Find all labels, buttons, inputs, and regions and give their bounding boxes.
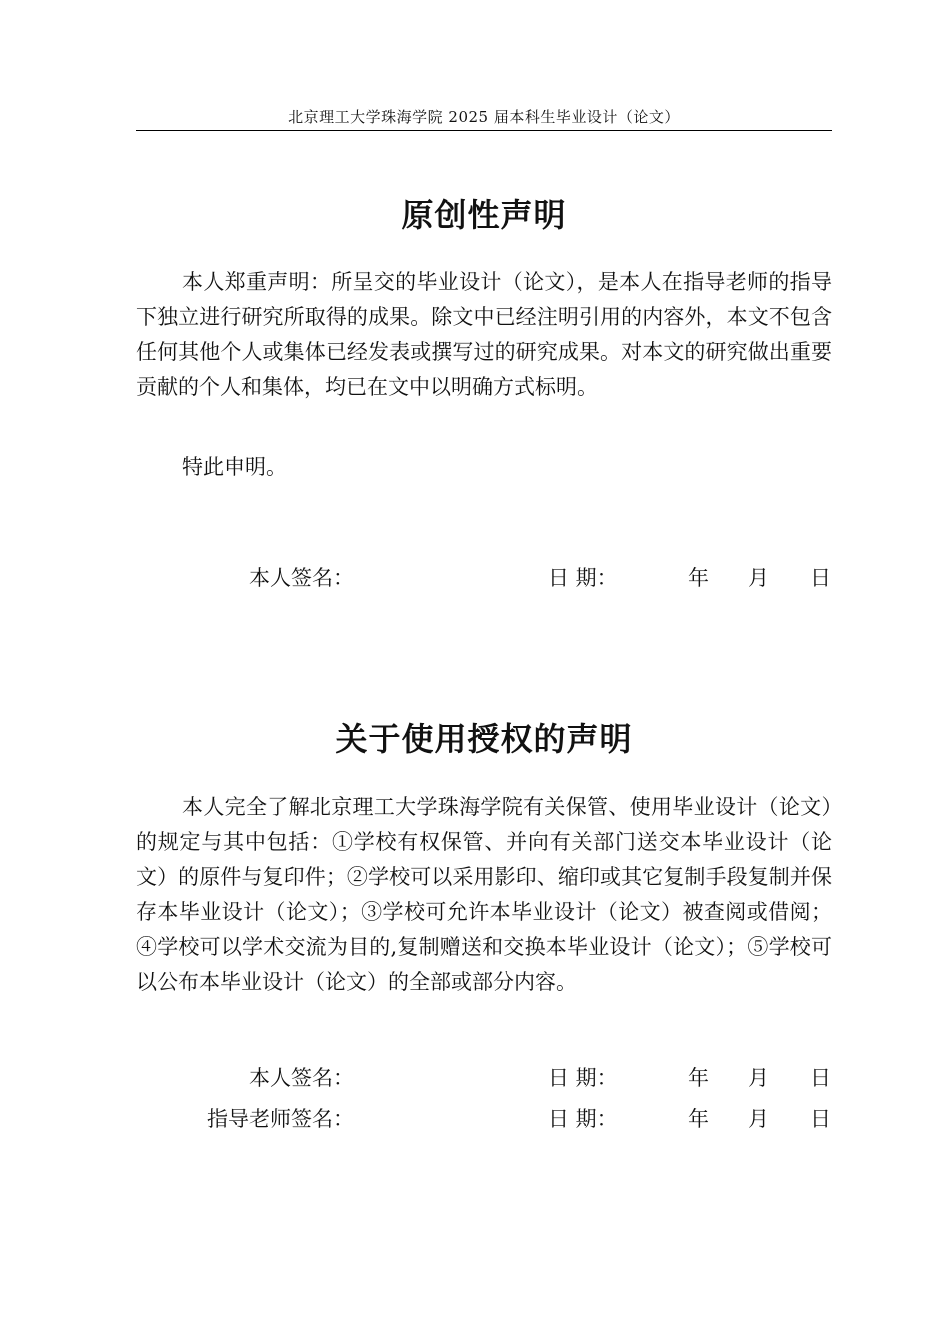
authorization-title: 关于使用授权的声明: [335, 720, 633, 758]
year-label: 年: [688, 1107, 709, 1131]
month-label: 月: [748, 1107, 769, 1131]
month-label: 月: [748, 566, 769, 590]
advisor-signature-label: 指导老师签名：: [207, 1107, 354, 1131]
originality-closing: 特此申明。: [182, 455, 287, 479]
originality-signature-line: [0, 563, 950, 593]
year-label: 年: [688, 566, 709, 590]
page-header: 北京理工大学珠海学院 2025 届本科生毕业设计（论文）: [288, 108, 680, 126]
originality-title: 原创性声明: [401, 196, 567, 234]
date-label: 日 期：: [548, 1107, 618, 1131]
advisor-signature-line: [0, 1104, 950, 1134]
date-label: 日 期：: [548, 566, 618, 590]
day-label: 日: [810, 1107, 831, 1131]
day-label: 日: [810, 566, 831, 590]
author-signature-label: 本人签名：: [249, 566, 354, 590]
header-rule: [136, 130, 832, 131]
author-signature-label: 本人签名：: [249, 1066, 354, 1090]
year-label: 年: [688, 1066, 709, 1090]
authorization-paragraph: 本人完全了解北京理工大学珠海学院有关保管、使用毕业设计（论文）的规定与其中包括：①学校有权保管、并向有关部门送交本毕业设计（论文）的原件与复印件；②学校可以采用影印、缩印或其它复制手段复制并保存本毕业设计（论文）；③学校可允许本毕业设计（论文）被查阅或借阅；④学校可以学术交流为目的,复制赠送和交换本毕业设计（论文）；⑤学校可以公布本毕业设计（论文）的全部或部分内容。: [136, 795, 832, 994]
month-label: 月: [748, 1066, 769, 1090]
date-label: 日 期：: [548, 1066, 618, 1090]
originality-paragraph: 本人郑重声明：所呈交的毕业设计（论文），是本人在指导老师的指导下独立进行研究所取得的成果。除文中已经注明引用的内容外，本文不包含任何其他个人或集体已经发表或撰写过的研究成果。对本文的研究做出重要贡献的个人和集体，均已在文中以明确方式标明。: [136, 270, 832, 399]
authorization-signature-line: [0, 1063, 950, 1093]
day-label: 日: [810, 1066, 831, 1090]
